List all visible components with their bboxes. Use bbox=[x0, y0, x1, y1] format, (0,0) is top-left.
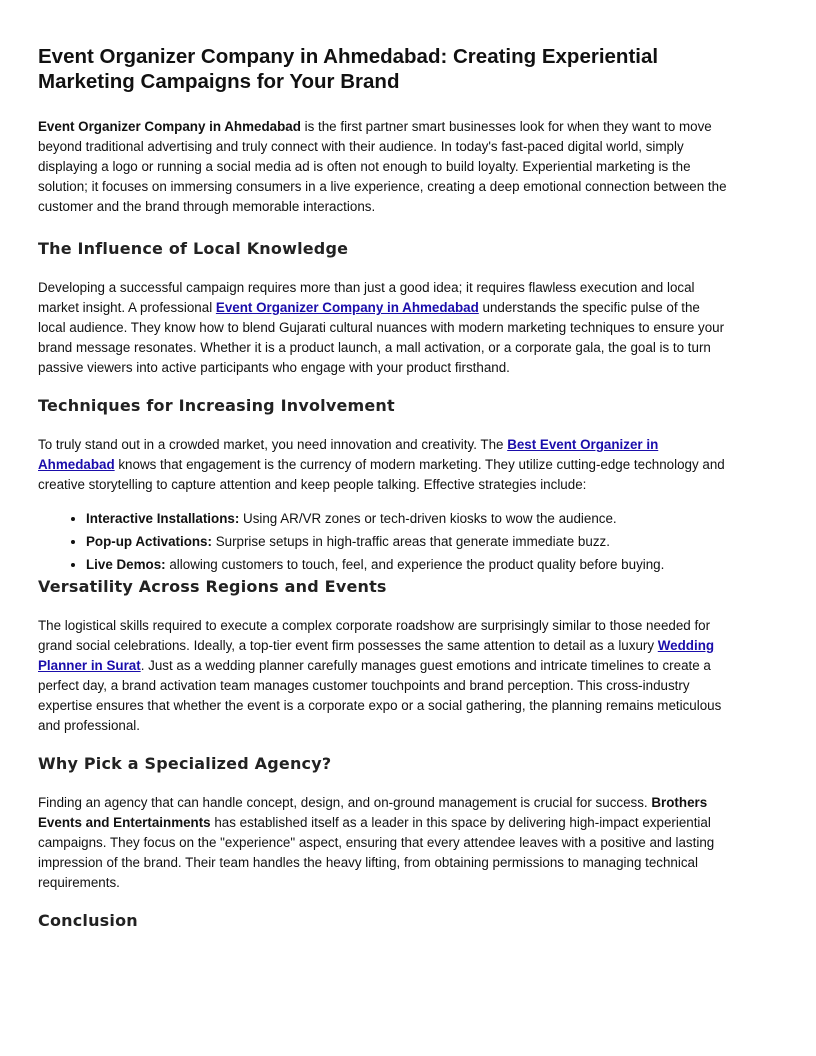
text-part: Developing a successful campaign requires more than just a good idea; it requires flawless execution and local market insight. A professional bbox=[38, 280, 695, 315]
list-item bbox=[86, 530, 728, 553]
text-part: Finding an agency that can handle concept, design, and on-ground management is crucial for success. bbox=[38, 795, 652, 810]
list-item-text: Using AR/VR zones or tech-driven kiosks to wow the audience. bbox=[239, 511, 617, 526]
text-part: has established itself as a leader in this space by delivering high-impact experiential campaigns. They focus on the "experience" aspect, ensuring that every attendee leaves with a positive and lasting impression of the brand. Their team handles the heavy lifting, from obtaining permissions to managing technical requirements. bbox=[38, 815, 715, 890]
paragraph-involvement bbox=[38, 435, 728, 495]
link-best-event-organizer[interactable]: Best Event Organizer in Ahmedabad bbox=[38, 437, 659, 472]
link-wedding-planner[interactable]: Wedding Planner in Surat bbox=[38, 638, 715, 673]
text-part: To truly stand out in a crowded market, you need innovation and creativity. The bbox=[38, 437, 508, 452]
agency-name: Brothers Events and Entertainments bbox=[38, 795, 708, 830]
strategies-list bbox=[38, 507, 728, 576]
intro-text: is the first partner smart businesses look for when they want to move beyond traditional advertising and truly connect with their audience. In today's fast-paced digital world, simply displaying a logo or running a social media ad is often not enough to build loyalty. Experiential marketing is the solution; it focuses on immersing consumers in a live experience, creating a deep emotional connection between the customer and the brand through memorable interactions. bbox=[38, 119, 727, 214]
heading-versatility: Versatility Across Regions and Events bbox=[38, 577, 387, 596]
text-part: understands the specific pulse of the local audience. They know how to blend Gujarati cultural nuances with modern marketing techniques to ensure your brand message resonates. Whether it is a product launch, a mall activation, or a corporate gala, the goal is to turn passive viewers into active participants who engage with your product firsthand. bbox=[38, 300, 725, 375]
link-event-organizer[interactable]: Event Organizer Company in Ahmedabad bbox=[215, 300, 479, 315]
list-item-bold: Interactive Installations: bbox=[86, 511, 240, 526]
intro-paragraph bbox=[38, 117, 728, 217]
intro-bold: Event Organizer Company in Ahmedabad bbox=[38, 119, 301, 134]
heading-specialized-agency: Why Pick a Specialized Agency? bbox=[38, 754, 332, 773]
paragraph-specialized-agency bbox=[38, 793, 728, 893]
text-part: knows that engagement is the currency of modern marketing. They utilize cutting-edge technology and creative storytelling to capture attention and keep people talking. Effective strategies include: bbox=[38, 457, 725, 492]
list-item-bold: Pop-up Activations: bbox=[86, 534, 212, 549]
list-item-text: Surprise setups in high-traffic areas that generate immediate buzz. bbox=[211, 534, 610, 549]
text-part: . Just as a wedding planner carefully manages guest emotions and intricate timelines to create a perfect day, a brand activation team manages customer touchpoints and brand perception. This cross-industry expertise ensures that whether the event is a corporate expo or a social gathering, the planning remains meticulous and professional. bbox=[38, 658, 722, 733]
paragraph-versatility bbox=[38, 616, 728, 736]
document-page bbox=[38, 44, 728, 931]
heading-local-knowledge: The Influence of Local Knowledge bbox=[38, 239, 349, 258]
page-title: Event Organizer Company in Ahmedabad: Creating Experiential Marketing Campaigns for Your Brand bbox=[38, 45, 659, 93]
heading-conclusion: Conclusion bbox=[38, 911, 138, 930]
list-item bbox=[86, 507, 728, 530]
list-item bbox=[86, 553, 728, 576]
paragraph-local-knowledge bbox=[38, 278, 728, 378]
heading-involvement: Techniques for Increasing Involvement bbox=[38, 396, 395, 415]
text-part: The logistical skills required to execute a complex corporate roadshow are surprisingly similar to those needed for grand social celebrations. Ideally, a top-tier event firm possesses the same attention to detail as a luxury bbox=[38, 618, 711, 653]
list-item-text: allowing customers to touch, feel, and experience the product quality before buying. bbox=[165, 557, 665, 572]
list-item-bold: Live Demos: bbox=[86, 557, 166, 572]
